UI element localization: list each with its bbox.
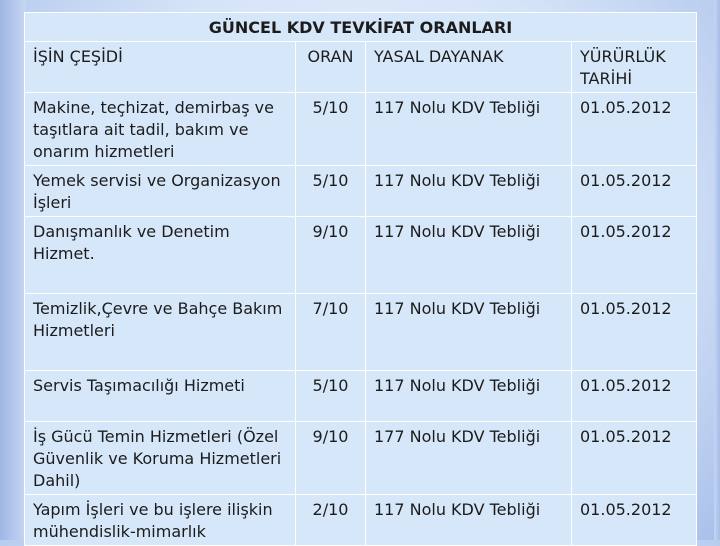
table-row	[25, 371, 696, 421]
table-row	[25, 495, 696, 545]
cell-yururluk-tarihi: 01.05.2012	[572, 294, 696, 370]
cell-yururluk-tarihi: 01.05.2012	[572, 371, 696, 421]
cell-oran: 7/10	[296, 294, 365, 370]
cell-yasal-dayanak: 117 Nolu KDV Tebliği	[366, 166, 571, 216]
table-row	[25, 294, 696, 370]
cell-yasal-dayanak: 117 Nolu KDV Tebliği	[366, 217, 571, 293]
cell-yasal-dayanak: 117 Nolu KDV Tebliği	[366, 93, 571, 165]
header-oran: ORAN	[296, 42, 365, 92]
cell-yasal-dayanak: 117 Nolu KDV Tebliği	[366, 294, 571, 370]
cell-yasal-dayanak: 177 Nolu KDV Tebliği	[366, 422, 571, 494]
cell-oran: 9/10	[296, 217, 365, 293]
slide-left-band	[0, 0, 26, 540]
cell-oran: 5/10	[296, 93, 365, 165]
kdv-rates-table	[24, 12, 697, 546]
header-yasal-dayanak: YASAL DAYANAK	[366, 42, 571, 92]
table-title: GÜNCEL KDV TEVKİFAT ORANLARI	[25, 13, 696, 41]
header-yururluk-tarihi: YÜRÜRLÜK TARİHİ	[572, 42, 696, 92]
cell-isin-cesidi: Temizlik,Çevre ve Bahçe Bakım Hizmetleri	[25, 294, 295, 370]
table-row	[25, 217, 696, 293]
table-row	[25, 422, 696, 494]
cell-yasal-dayanak: 117 Nolu KDV Tebliği	[366, 495, 571, 545]
cell-yururluk-tarihi: 01.05.2012	[572, 166, 696, 216]
cell-oran: 9/10	[296, 422, 365, 494]
cell-isin-cesidi: Yapım İşleri ve bu işlere ilişkin mühendislik-mimarlık	[25, 495, 295, 545]
cell-isin-cesidi: Makine, teçhizat, demirbaş ve taşıtlara ait tadil, bakım ve onarım hizmetleri	[25, 93, 295, 165]
header-isin-cesidi: İŞİN ÇEŞİDİ	[25, 42, 295, 92]
cell-isin-cesidi: Yemek servisi ve Organizasyon İşleri	[25, 166, 295, 216]
cell-yururluk-tarihi: 01.05.2012	[572, 217, 696, 293]
cell-isin-cesidi: İş Gücü Temin Hizmetleri (Özel Güvenlik ve Koruma Hizmetleri Dahil)	[25, 422, 295, 494]
title-row	[25, 13, 696, 41]
cell-yururluk-tarihi: 01.05.2012	[572, 495, 696, 545]
table-row	[25, 166, 696, 216]
cell-isin-cesidi: Servis Taşımacılığı Hizmeti	[25, 371, 295, 421]
cell-oran: 5/10	[296, 166, 365, 216]
cell-isin-cesidi: Danışmanlık ve Denetim Hizmet.	[25, 217, 295, 293]
cell-yasal-dayanak: 117 Nolu KDV Tebliği	[366, 371, 571, 421]
header-row	[25, 42, 696, 92]
cell-oran: 5/10	[296, 371, 365, 421]
cell-oran: 2/10	[296, 495, 365, 545]
table-row	[25, 93, 696, 165]
cell-yururluk-tarihi: 01.05.2012	[572, 93, 696, 165]
cell-yururluk-tarihi: 01.05.2012	[572, 422, 696, 494]
slide-right-band	[714, 0, 720, 540]
